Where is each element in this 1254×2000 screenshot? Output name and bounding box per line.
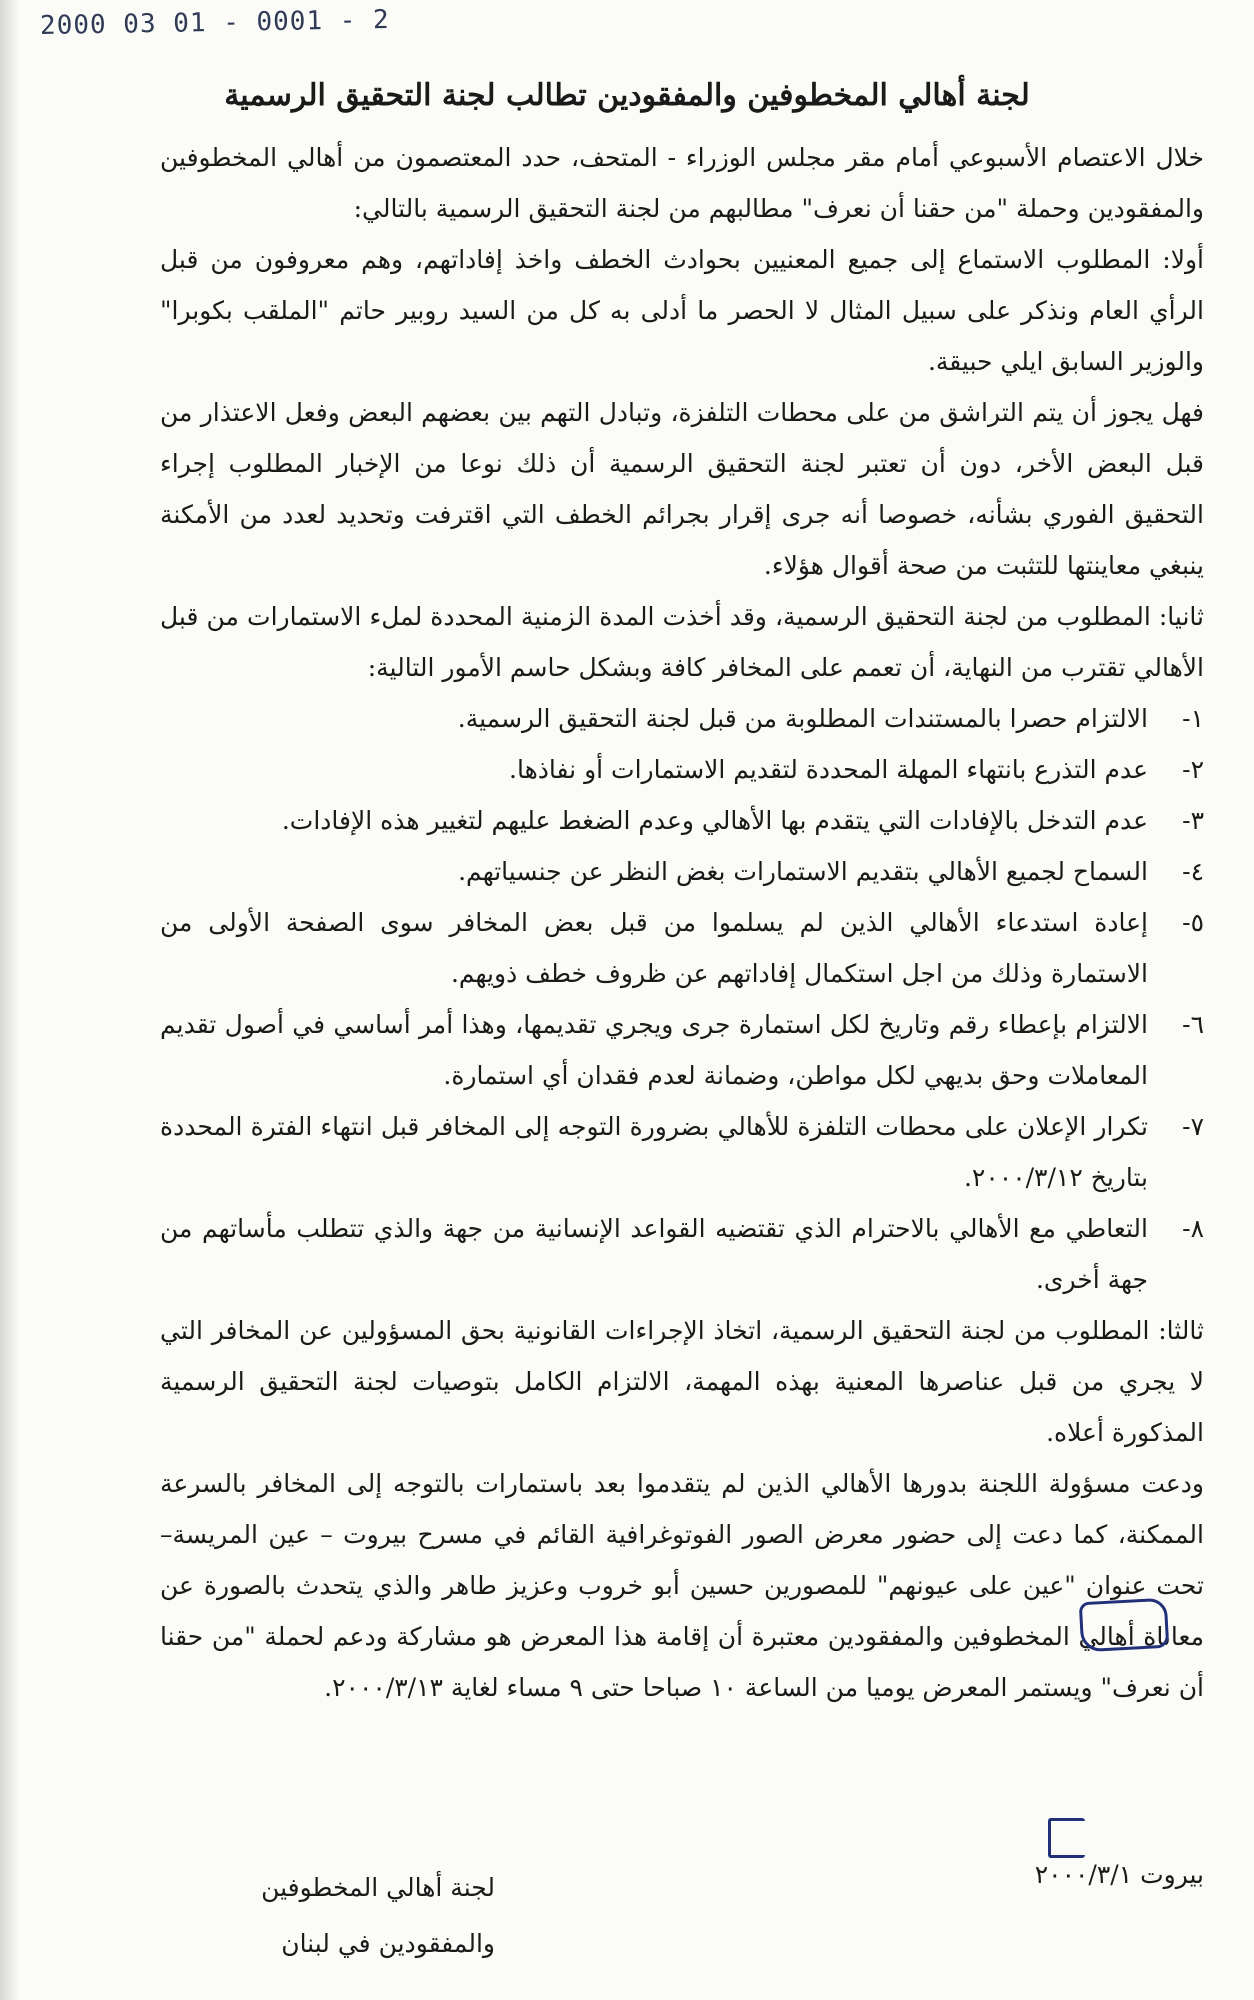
list-item-number: ٢-: [1182, 755, 1204, 784]
list-item-text: التعاطي مع الأهالي بالاحترام الذي تقتضيه القواعد الإنسانية من جهة والذي تتطلب مأساتهم من جهة أخرى.: [160, 1214, 1148, 1294]
document-title: لجنة أهالي المخطوفين والمفقودين تطالب لجنة التحقيق الرسمية: [224, 78, 1030, 113]
list-item-text: الالتزام حصرا بالمستندات المطلوبة من قبل لجنة التحقيق الرسمية.: [457, 704, 1148, 733]
list-item-number: ٨-: [1182, 1214, 1204, 1243]
list-item: [160, 693, 1204, 744]
list-item: [160, 897, 1204, 999]
closing-paragraph: ودعت مسؤولة اللجنة بدورها الأهالي الذين لم يتقدموا بعد باستمارات بالتوجه إلى المخافر بالسرعة الممكنة، كما دعت إلى حضور معرض الصور الفوتوغرافية القائم في مسرح بيروت – عين المريسة– تحت عنوان "عين على عيونهم" للمصورين حسين أبو خروب وعزيز طاهر والذي يتحدث بالصورة عن معاناة أهالي المخطوفين والمفقودين معتبرة أن إقامة هذا المعرض هو مشاركة ودعم لحملة "من حقنا أن نعرف" ويستمر المعرض يوميا من الساعة ١٠ صباحا حتى ٩ مساء لغاية ٢٠٠٠/٣/١٣.: [160, 1469, 1204, 1702]
list-item: [160, 744, 1204, 795]
signature-block: [165, 1860, 495, 1972]
list-item-text: الالتزام بإعطاء رقم وتاريخ لكل استمارة جرى ويجري تقديمها، وهذا أمر أساسي في أصول تقديم المعاملات وحق بديهي لكل مواطن، وضمانة لعدم فقدان أي استمارة.: [160, 1010, 1148, 1090]
first-demand: أولا: المطلوب الاستماع إلى جميع المعنيين بحوادث الخطف واخذ إفاداتهم، وهم معروفون من قبل الرأي العام ونذكر على سبيل المثال لا الحصر ما أدلى به كل من السيد روبير حاتم "الملقب بكوبرا" والوزير السابق ايلي حبيقة.: [160, 245, 1204, 376]
list-item-text: السماح لجميع الأهالي بتقديم الاستمارات بغض النظر عن جنسياتهم.: [458, 857, 1148, 886]
list-item-text: تكرار الإعلان على محطات التلفزة للأهالي بضرورة التوجه إلى المخافر قبل انتهاء الفترة المحددة بتاريخ ٢٠٠٠/٣/١٢.: [160, 1112, 1148, 1192]
signature-line-1: لجنة أهالي المخطوفين: [261, 1873, 495, 1902]
list-item-text: عدم التذرع بانتهاء المهلة المحددة لتقديم الاستمارات أو نفاذها.: [509, 755, 1148, 784]
document-date: بيروت ٢٠٠٠/٣/١: [1034, 1860, 1204, 1889]
list-item-number: ٧-: [1182, 1112, 1204, 1141]
scan-edge: [0, 0, 20, 2000]
list-item-text: عدم التدخل بالإفادات التي يتقدم بها الأهالي وعدم الضغط عليهم لتغيير هذه الإفادات.: [281, 806, 1148, 835]
first-demand-continued: فهل يجوز أن يتم التراشق من على محطات التلفزة، وتبادل التهم بين بعضهم البعض وفعل الاعتذار من قبل البعض الأخر، دون أن تعتبر لجنة التحقيق الرسمية أن ذلك نوعا من الإخبار المطلوب إجراء التحقيق الفوري بشأنه، خصوصا أنه جرى إقرار بجرائم الخطف التي اقترفت وتحديد لعدد من الأمكنة ينبغي معاينتها للتثبت من صحة أقوال هؤلاء.: [160, 398, 1204, 580]
list-item-text: إعادة استدعاء الأهالي الذين لم يسلموا من قبل بعض المخافر سوى الصفحة الأولى من الاستمارة وذلك من اجل استكمال إفاداتهم عن ظروف خطف ذويهم.: [160, 908, 1148, 988]
reference-number: 2000 03 01 - 0001 - 2: [39, 4, 390, 42]
list-item-number: ٣-: [1182, 806, 1204, 835]
signature-line-2: والمفقودين في لبنان: [281, 1929, 495, 1958]
list-item-number: ٦-: [1182, 1010, 1204, 1039]
list-item: [160, 999, 1204, 1101]
list-item: [160, 846, 1204, 897]
handwritten-bracket-mark: [1048, 1818, 1085, 1858]
list-item-number: ٤-: [1182, 857, 1204, 886]
second-demand: ثانيا: المطلوب من لجنة التحقيق الرسمية، وقد أخذت المدة الزمنية المحددة لملء الاستمارات من قبل الأهالي تقترب من النهاية، أن تعمم على المخافر كافة وبشكل حاسم الأمور التالية:: [160, 602, 1204, 682]
list-item: [160, 1203, 1204, 1305]
handwritten-circle-mark: [1079, 1598, 1169, 1653]
list-item: [160, 795, 1204, 846]
list-item-number: ٥-: [1182, 908, 1204, 937]
list-item-number: ١-: [1182, 704, 1204, 733]
document-body: [160, 132, 1204, 1713]
intro-paragraph: خلال الاعتصام الأسبوعي أمام مقر مجلس الوزراء - المتحف، حدد المعتصمون من أهالي المخطوفين والمفقودين وحملة "من حقنا أن نعرف" مطالبهم من لجنة التحقيق الرسمية بالتالي:: [160, 143, 1204, 223]
list-item: [160, 1101, 1204, 1203]
third-demand: ثالثا: المطلوب من لجنة التحقيق الرسمية، اتخاذ الإجراءات القانونية بحق المسؤولين عن المخافر التي لا يجري من قبل عناصرها المعنية بهذه المهمة، الالتزام الكامل بتوصيات لجنة التحقيق الرسمية المذكورة أعلاه.: [160, 1316, 1204, 1447]
